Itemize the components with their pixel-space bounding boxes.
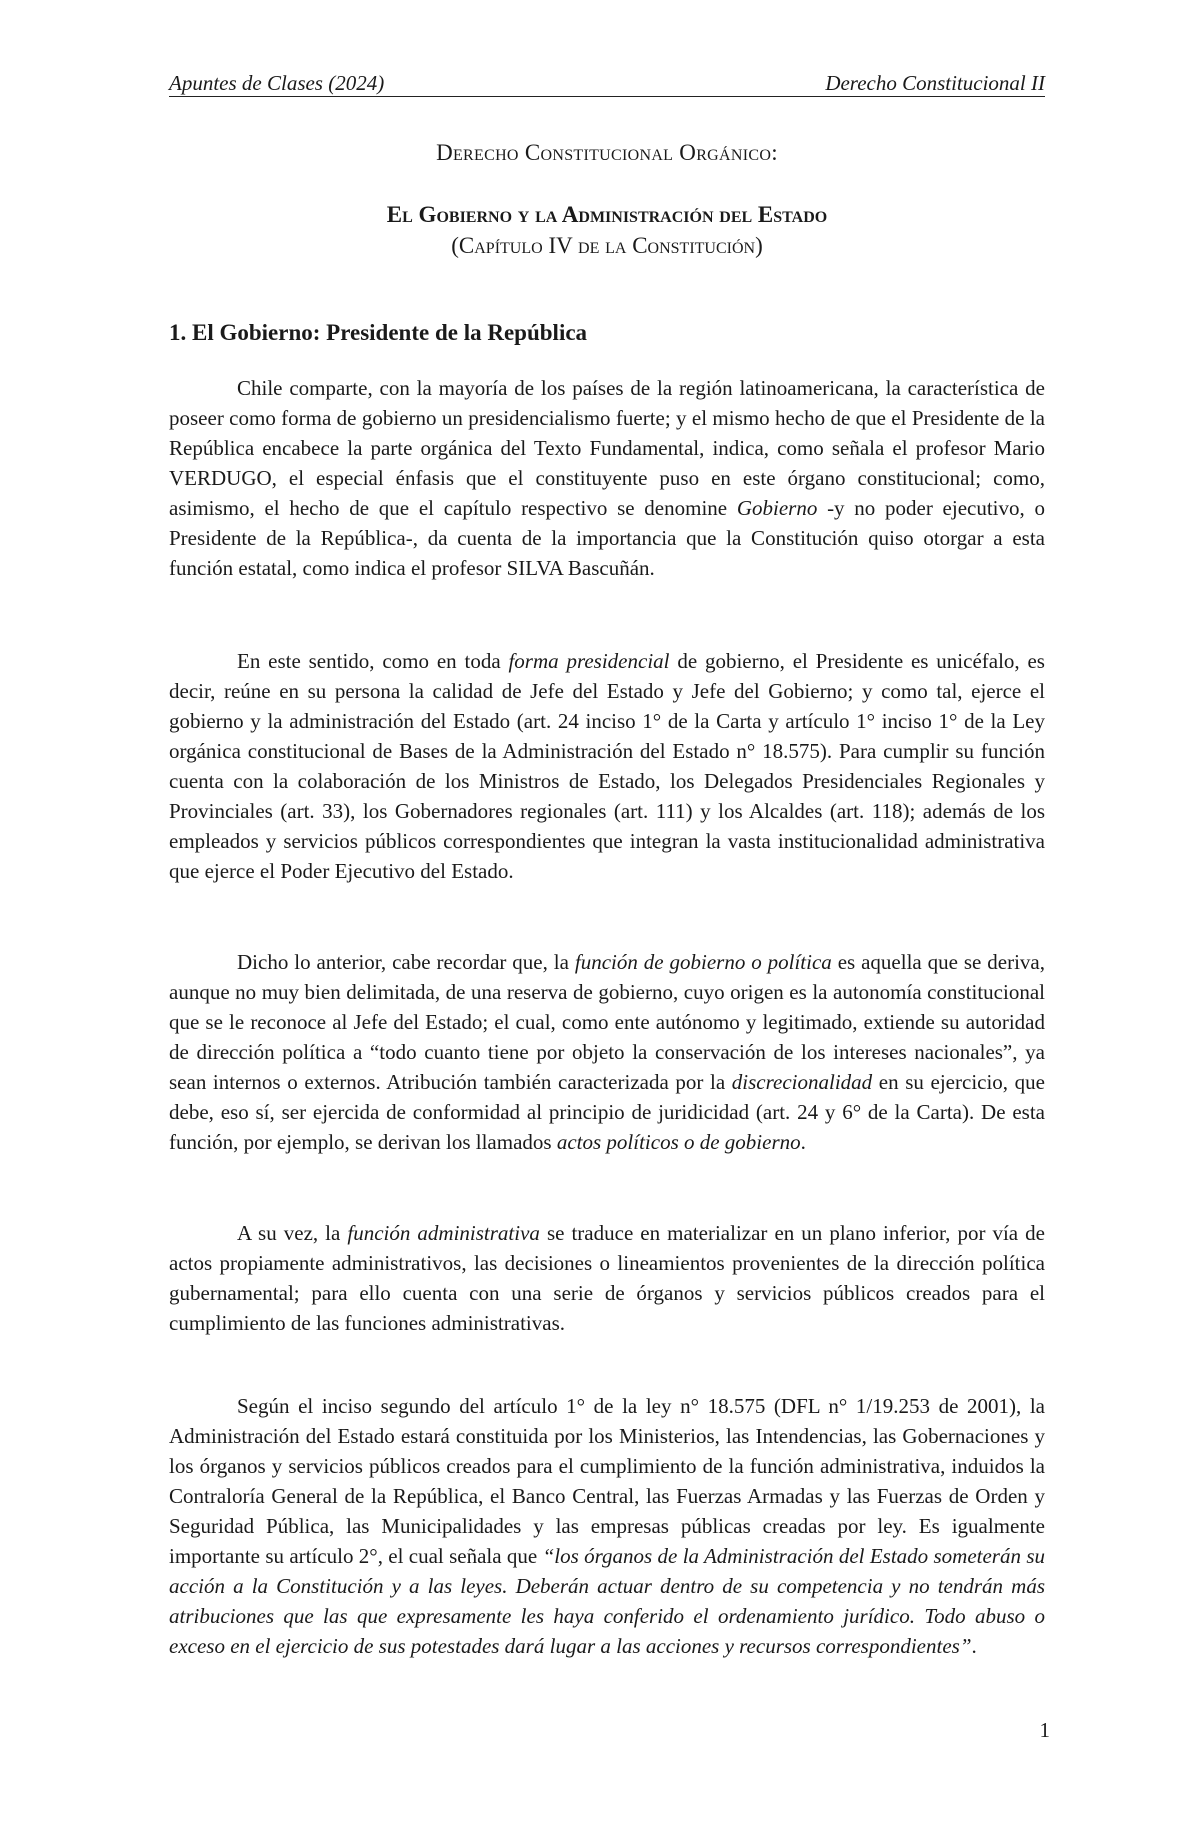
p4-italic: función administrativa [347,1221,540,1245]
p3-text-2: es aquella que se deriva, aunque no muy bien delimitada, de una reserva de gobierno, cuyo origen es la autonomía constitucional que se le reconoce al Jefe del Estado; el cual, como ente autónomo y legitimado, extiende su autoridad de dirección política a “todo cuanto tiene por objeto la conservación de los intereses nacionales”, ya sean internos o externos. Atribución también caracterizada por la [169,950,1045,1094]
p3-italic: función de gobierno o política [574,950,832,974]
p5-text: Según el inciso segundo del artículo 1° de la ley n° 18.575 (DFL n° 1/19.253 de 2001), la Administración del Estado estará constituida por los Ministerios, las Intendencias, las Gobernaciones y los órganos y servicios públicos creados para el cumplimiento de la función administrativa, induidos la Contraloría General de la República, el Banco Central, las Fuerzas Armadas y las Fuerzas de Orden y Seguridad Pública, las Municipalidades y las empresas públicas creadas por ley. Es igualmente importante su artículo 2°, el cual señala que [169,1394,1045,1568]
p4-text: A su vez, la [237,1221,348,1245]
paragraph-5 [169,1391,1045,1661]
header-right: Derecho Constitucional II [825,71,1045,95]
p3-italic-2: discrecionalidad [731,1070,873,1094]
p2-italic: forma presidencial [508,649,670,673]
p3-italic-3: actos políticos o de gobierno [556,1130,801,1154]
p1-italic: Gobierno [736,496,818,520]
title-line-1: Derecho Constitucional Orgánico: [436,140,778,165]
page-number: 1 [1039,1718,1050,1742]
paragraph-4 [169,1218,1045,1338]
title-line-3: (Capítulo IV de la Constitución) [451,233,763,258]
p1-text-2: -y no poder ejecutivo, o Presidente de la República-, da cuenta de la importancia que la Constitución quiso otorgar a esta función estatal, como indica el profesor SILVA Bascuñán. [169,496,1045,580]
paragraph-1 [169,373,1045,583]
p3-text-3: en su ejercicio, que debe, eso sí, ser ejercida de conformidad al principio de juridicidad (art. 24 y 6° de la Carta). De esta función, por ejemplo, se derivan los llamados [169,1070,1046,1154]
paragraph-3 [169,947,1045,1157]
header-left: Apuntes de Clases (2024) [169,71,385,95]
p2-text: En este sentido, como en toda [237,649,509,673]
p5-text-2: . [971,1634,977,1658]
p2-text-2: de gobierno, el Presidente es unicéfalo, es decir, reúne en su persona la calidad de Jefe del Estado y Jefe del Gobierno; y como tal, ejerce el gobierno y la administración del Estado (art. 24 inciso 1° de la Carta y artículo 1° inciso 1° de la Ley orgánica constitucional de Bases de la Administración del Estado n° 18.575). Para cumplir su función cuenta con la colaboración de los Ministros de Estado, los Delegados Presidenciales Regionales y Provinciales (art. 33), los Gobernadores regionales (art. 111) y los Alcaldes (art. 118); además de los empleados y servicios públicos correspondientes que integran la vasta institucionalidad administrativa que ejerce el Poder Ejecutivo del Estado. [169,649,1045,883]
title-line-2: El Gobierno y la Administración del Estado [386,202,828,227]
p1-text: Chile comparte, con la mayoría de los países de la región latinoamericana, la característica de poseer como forma de gobierno un presidencialismo fuerte; y el mismo hecho de que el Presidente de la República encabece la parte orgánica del Texto Fundamental, indica, como señala el profesor Mario VERDUGO, el especial énfasis que el constituyente puso en este órgano constitucional; como, asimismo, el hecho de que el capítulo respectivo se denomine [169,376,1045,520]
running-header [169,70,1045,97]
paragraph-2 [169,646,1045,886]
p5-italic-quote: “los órganos de la Administración del Estado someterán su acción a la Constitución y a las leyes. Deberán actuar dentro de su competencia y no tendrán más atribuciones que las que expresamente les haya conferido el ordenamiento jurídico. Todo abuso o exceso en el ejercicio de sus potestades dará lugar a las acciones y recursos correspondientes” [169,1544,1045,1658]
p3-text-4: . [800,1130,806,1154]
p3-text: Dicho lo anterior, cabe recordar que, la [237,950,575,974]
p4-text-2: se traduce en materializar en un plano inferior, por vía de actos propiamente administrativos, las decisiones o lineamientos provenientes de la dirección política gubernamental; para ello cuenta con una serie de órganos y servicios públicos creados para el cumplimiento de las funciones administrativas. [169,1221,1045,1335]
section-heading: 1. El Gobierno: Presidente de la República [169,320,588,345]
